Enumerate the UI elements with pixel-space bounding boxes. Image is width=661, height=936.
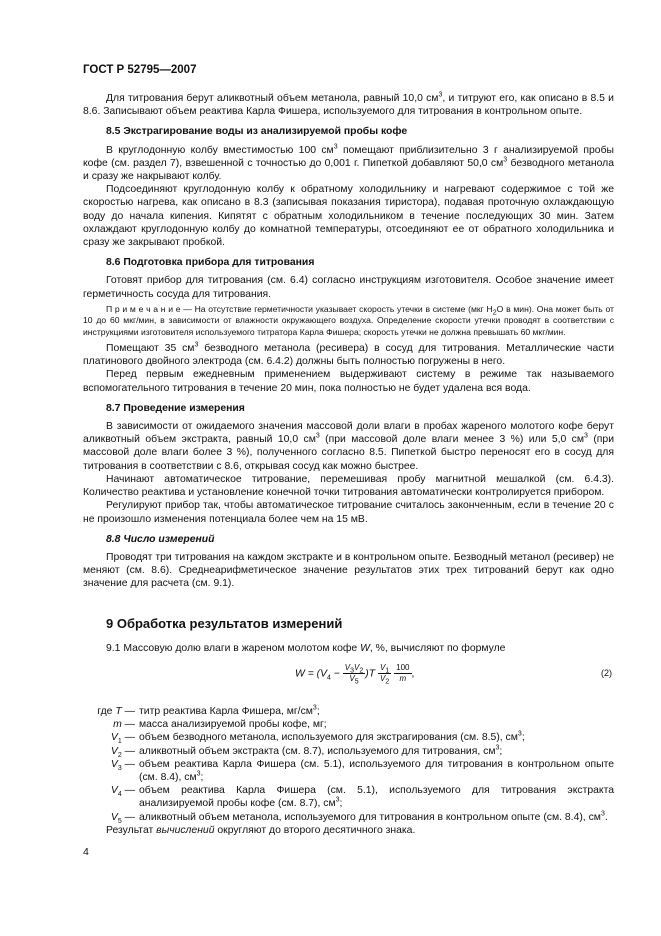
fraction-numerator	[343, 663, 366, 674]
formula-expression	[295, 663, 414, 684]
text: В зависимости от ожидаемого значения массовой доли влаги в пробах жареного молотого кофе берут аликвотный объем экстракта, равный 10,0 см	[83, 421, 614, 446]
text: где	[97, 705, 116, 717]
definition-text	[139, 745, 614, 758]
text: ;	[499, 745, 503, 757]
formula-tail: ,	[411, 668, 415, 680]
section-8-7-paragraph-3: Регулируют прибор так, чтобы автоматическое титрование считалось законченным, если в течение 20 с не произошло изменения потенциала более чем на 15 мВ.	[83, 500, 614, 525]
definition-row	[83, 758, 614, 784]
variable-definitions	[83, 705, 614, 824]
variable: V	[344, 662, 351, 672]
text: ;	[200, 771, 204, 783]
superscript: 3	[333, 143, 338, 151]
section-8-5-title: 8.5 Экстрагирование воды из анализируемой пробы кофе	[106, 126, 408, 138]
definition-text	[139, 811, 614, 824]
superscript: 3	[600, 810, 605, 818]
text: объем безводного метанола, используемого для экстрагирования (см. 8.5), см	[139, 732, 518, 744]
section-8-8-paragraph-1: Проводят три титрования на каждом экстракте и в контрольном опыте. Безводный метанол (ресивер) не меняют (см. 8.6). Среднеарифметическое значение результатов этих трех титрований берут как одно значение для расчета (см. 9.1).	[83, 551, 614, 590]
text: (при массовой доле влаги более 3 %), полученного согласно 8.5. Пипеткой быстро переносят его в сосуд для титрования в соответствии с 8.6, открывая сосуд как можно быстрее.	[83, 434, 615, 472]
text: 9.1 Массовую долю влаги в жареном молотом кофе	[106, 642, 361, 654]
text: Для титрования берут аликвотный объем метанола, равный 10,0 см	[106, 93, 439, 104]
text: В круглодонную колбу вместимостью 100 см	[106, 144, 334, 156]
definition-text	[139, 705, 614, 718]
definition-text: масса анализируемой пробы кофе, мг;	[139, 719, 327, 731]
text: аликвотный объем метанола, используемого для титрования в контрольном опыте (см. 8.4), см	[139, 811, 601, 823]
formula-operator: −	[330, 668, 343, 680]
subscript: 2	[385, 678, 390, 686]
variable: V	[110, 758, 118, 770]
document-header: ГОСТ Р 52795—2007	[83, 64, 197, 76]
superscript: 3	[503, 156, 508, 164]
section-8-6-paragraph-2	[83, 342, 614, 368]
variable: V	[354, 662, 360, 672]
definition-symbol: $V_5$ —	[110, 811, 135, 825]
result-rounding-paragraph	[83, 824, 614, 837]
variable: m	[399, 673, 407, 683]
fraction-denominator	[394, 674, 411, 684]
fraction-denominator	[343, 674, 366, 684]
definition-text	[139, 758, 614, 784]
variable: V	[110, 732, 118, 744]
text: аликвотный объем экстракта (см. 8.7), используемого для титрования, см	[139, 745, 496, 757]
superscript: 3	[196, 770, 201, 778]
text: ;	[339, 798, 343, 810]
variable: V	[110, 745, 118, 757]
superscript: 3	[335, 796, 340, 804]
variable: V	[380, 662, 386, 672]
superscript: 3	[312, 704, 317, 712]
fraction-v1-v2	[378, 663, 391, 684]
subscript: 1	[117, 738, 122, 746]
definition-row	[83, 811, 614, 824]
intro-paragraph	[83, 92, 614, 118]
variable: m	[113, 719, 122, 731]
fraction-v3v2-v5	[343, 663, 366, 684]
document-body	[83, 92, 614, 837]
fraction-numerator	[378, 663, 391, 674]
subscript: 4	[117, 791, 122, 799]
text: объем реактива Карла Фишера (см. 5.1), используемого для титрования в контрольном опыте (см. 8.4), см	[139, 758, 614, 783]
fraction-denominator	[378, 674, 391, 684]
equation-number: (2)	[601, 667, 612, 678]
text: объем реактива Карла Фишера (см. 5.1), используемого для титрования экстракта анализируемой пробы кофе (см. 8.7), см	[139, 785, 614, 810]
section-8-7-paragraph-2: Начинают автоматическое титрование, перемешивая пробу магнитной мешалкой (см. 6.4.3). Количество реактива и установление конечной точки титрования автоматически контролируется прибором.	[83, 473, 614, 499]
subscript: 5	[117, 817, 122, 825]
definition-symbol: где T —	[97, 705, 135, 717]
fraction-100-m	[394, 663, 411, 684]
variable: V	[110, 785, 118, 797]
text: ;	[521, 732, 525, 744]
subscript: 3	[350, 667, 355, 675]
definition-symbol: m —	[113, 719, 135, 731]
formula-2	[83, 659, 614, 703]
text: безводного метанола (ресивера) в сосуд для титрования. Металлические части платинового двойного электрода (см. 6.4.2) должны быть полностью погружены в него.	[83, 343, 614, 368]
section-8-7-title: 8.7 Проведение измерения	[106, 402, 245, 414]
superscript: 3	[315, 432, 320, 440]
variable: V	[110, 811, 118, 823]
section-8-6-note	[83, 304, 614, 338]
subscript: 1	[385, 667, 390, 675]
text: ;	[316, 705, 320, 717]
text: вычислений	[156, 824, 215, 836]
subscript: 2	[117, 751, 122, 759]
text: округляют до второго десятичного знака.	[214, 824, 416, 836]
section-8-6-paragraph-3: Перед первым ежедневным применением выдерживают систему в режиме так называемого вспомогательного титрования в течение 20 мин, пока полностью не будет удалена вся вода.	[83, 369, 614, 394]
variable: V	[380, 673, 386, 683]
superscript: 3	[495, 744, 500, 752]
section-9-title: 9 Обработка результатов измерений	[106, 615, 343, 631]
definition-text	[139, 731, 614, 744]
text: Помещают 35 см	[106, 343, 195, 355]
subscript: 2	[359, 667, 364, 675]
section-8-8-title: 8.8 Число измерений	[106, 533, 215, 545]
definition-symbol: $V_3$ —	[110, 758, 135, 772]
subscript: 3	[117, 764, 122, 772]
superscript: 3	[194, 341, 199, 349]
formula-lhs: W = (V	[295, 668, 328, 680]
section-8-5-paragraph-1	[83, 144, 614, 184]
page-number: 4	[83, 846, 89, 858]
section-8-7-paragraph-1	[83, 420, 614, 473]
section-9-1-paragraph	[83, 642, 614, 655]
variable: V	[349, 673, 355, 683]
definition-row	[83, 784, 614, 810]
superscript: 3	[438, 91, 443, 99]
definition-text	[139, 784, 614, 810]
section-8-6-title: 8.6 Подготовка прибора для титрования	[106, 257, 315, 269]
text: Результат	[106, 824, 157, 836]
definition-symbol: $V_2$ —	[110, 745, 135, 759]
variable: T	[115, 705, 122, 717]
definition-row	[83, 718, 614, 731]
text: титр реактива Карла Фишера, мг/см	[139, 705, 313, 717]
subscript: 4	[327, 674, 331, 682]
text: O в мин). Она может быть от 10 до 60 мкг/мин, в зависимости от влажности окружающего воздуха. Определение скорости утечки проводят в соответствии с инструкциями изготовителя используемого титратора Карла Фишера; скорость утечки не должна превышать 60 мкг/мин.	[83, 303, 614, 337]
definition-symbol: $V_1$ —	[110, 732, 135, 746]
text: , и титруют его, как описано в 8.5 и 8.6. Записывают объем реактива Карла Фишера, используемого для титрования в контрольном опыте.	[83, 93, 614, 118]
text: помещают приблизительно 3 г анализируемой пробы кофе (см. раздел 7), взвешенной с точностью до 0,001 г. Пипеткой добавляют 50,0 см	[83, 144, 615, 169]
subscript: 2	[492, 309, 497, 317]
superscript: 3	[517, 730, 522, 738]
text: , %, вычисляют по формуле	[369, 642, 506, 654]
variable: W	[360, 642, 370, 654]
definition-row	[83, 705, 614, 718]
superscript: 3	[584, 432, 588, 440]
formula-closing: )T	[365, 668, 376, 680]
definition-row	[83, 731, 614, 744]
subscript: 5	[354, 678, 359, 686]
section-8-6-paragraph-1: Готовят прибор для титрования (см. 6.4) согласно инструкциям изготовителя. Особое значение имеет герметичность сосуда для титрования.	[83, 275, 614, 300]
definition-symbol: $V_4$ —	[110, 785, 135, 799]
fraction-numerator: 100	[396, 662, 410, 672]
definition-row	[83, 745, 614, 758]
text: безводного метанола и сразу же накрывают колбу.	[83, 157, 614, 183]
text: П р и м е ч а н и е — На отсутствие герметичности указывает скорость утечки в системе (мкг H	[106, 303, 493, 314]
text: (при массовой доле влаги менее 3 %) или 5,0 см	[319, 434, 585, 446]
section-8-5-paragraph-2: Подсоединяют круглодонную колбу к обратному холодильнику и нагревают содержимое с той же скоростью нагрева, как описано в 8.3 (записывая показания тиристора), подавая проточную охлаждающую воду до начала кипения. Кипятят с обратным холодильником в течение последующих 30 мин. Затем охлаждают круглодонную колбу до комнатной температуры, отсоединяют ее от обратного холодильника и сразу же закрывают пробкой.	[83, 184, 614, 249]
text: .	[604, 811, 608, 823]
